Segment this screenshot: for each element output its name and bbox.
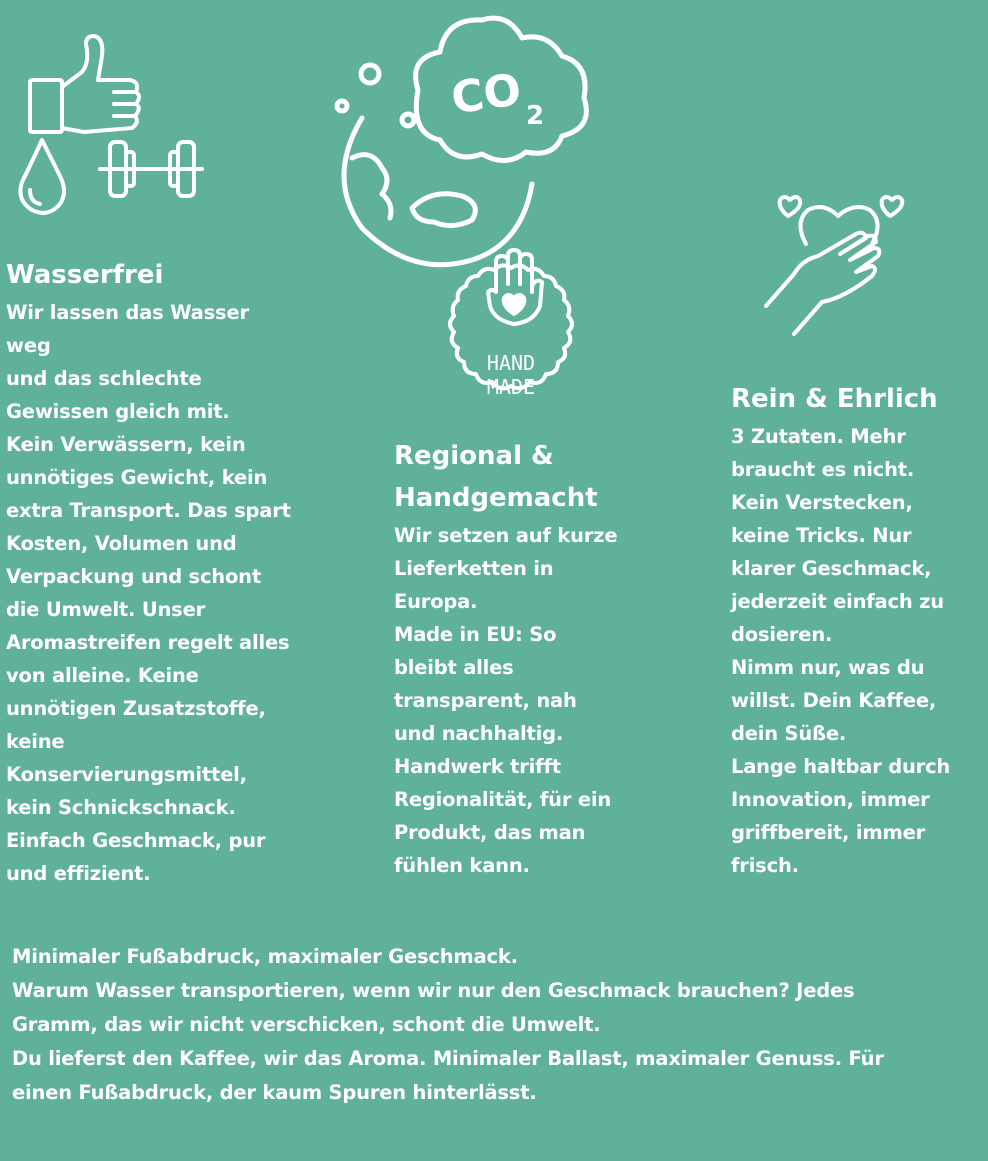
co2-subscript: 2 [526,101,545,131]
text-wasserfrei: Wir lassen das Wasser weg und das schlechte Gewissen gleich mit. Kein Verwässern, kein unnötiges Gewicht, kein extra Transport. Das spart Kosten, Volumen und Verpackung und schont die Umwelt. Unser Aromastreifen regelt alles von alleine. Keine unnötigen Zusatzstoffe, keine Konservierungsmittel, kein Schnickschnack. Einfach Geschmack, pur und effizient. [6,301,291,885]
earth-co2-cloud-icon [322,8,608,278]
co2-label: CO [448,64,525,125]
column-regional [394,435,664,882]
badge-line-made: MADE [486,375,536,399]
text-rein: 3 Zutaten. Mehr braucht es nicht. Kein Verstecken, keine Tricks. Nur klarer Geschmack, jederzeit einfach zu dosieren. Nimm nur, was du willst. Dein Kaffee, dein Süße. Lange haltbar durch Innovation, immer griffbereit, immer frisch. [731,425,951,877]
column-wasserfrei [6,254,336,890]
footer-text: Minimaler Fußabdruck, maximaler Geschmack. Warum Wasser transportieren, wenn wir nur den Geschmack brauchen? Jedes Gramm, das wir nicht verschicken, schont die Umwelt. Du lieferst den Kaffee, wir das Aroma. Minimaler Ballast, maximaler Genuss. Für einen Fußabdruck, der kaum Spuren hinterlässt. [12,945,884,1104]
handmade-badge-icon [436,248,586,418]
hand-heart-icon [760,186,910,338]
heading-wasserfrei: Wasserfrei [6,260,164,290]
heading-rein: Rein & Ehrlich [731,384,938,414]
column-rein [731,378,986,882]
heading-regional: Regional & Handgemacht [394,441,598,513]
text-regional: Wir setzen auf kurze Lieferketten in Europa. Made in EU: So bleibt alles transparent, nah und nachhaltig. Handwerk trifft Regionalität, für ein Produkt, das man fühlen kann. [394,524,618,877]
badge-line-hand: HAND [486,351,536,375]
thumbs-up-droplet-dumbbell-icon [12,32,212,217]
